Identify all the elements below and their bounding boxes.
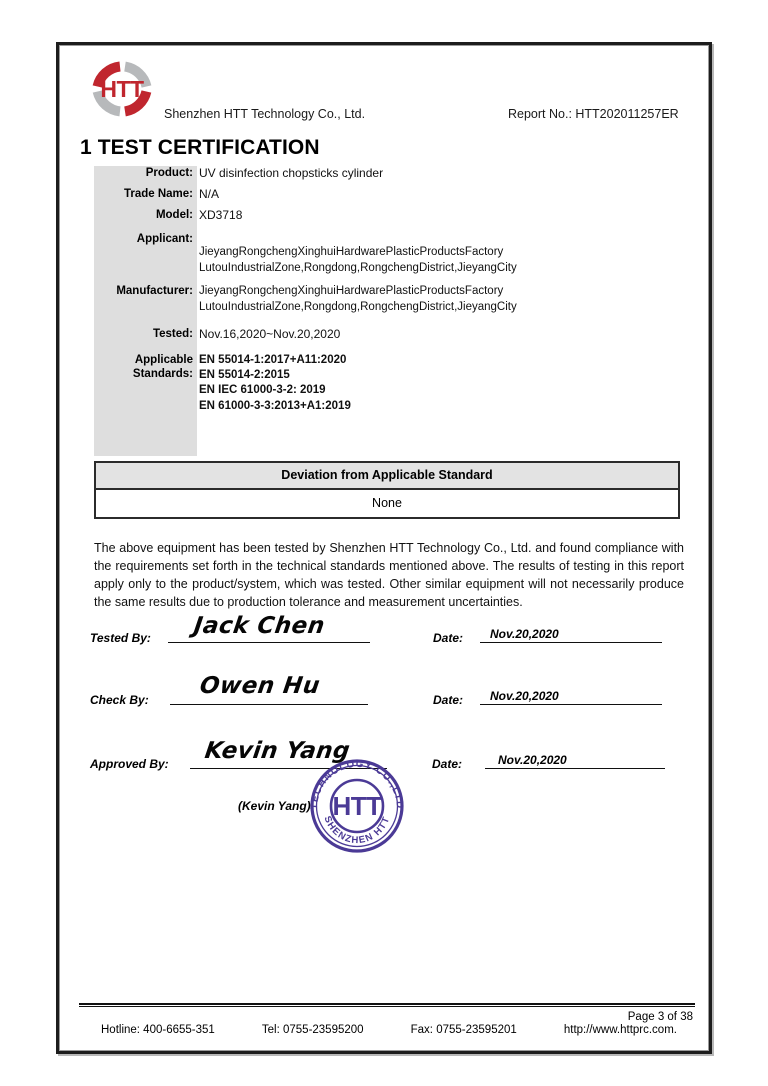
standards-label-line-2: Standards: (132, 368, 193, 381)
tested-by-date-line (480, 642, 662, 643)
standard-item: EN 55014-1:2017+A11:2020 (199, 354, 347, 367)
check-by-signature-line (170, 704, 368, 705)
detail-value-applicant (197, 232, 696, 276)
company-name: Shenzhen HTT Technology Co., Ltd. (164, 107, 366, 121)
detail-label-tested: Tested: (152, 328, 193, 341)
certificate-page (56, 42, 712, 1054)
signature-block (90, 613, 690, 855)
detail-row-tested (78, 327, 696, 342)
footer-tel: Tel: 0755-23595200 (261, 1024, 364, 1036)
detail-value-tested: Nov.16,2020~Nov.20,2020 (199, 327, 341, 342)
deviation-table-header: Deviation from Applicable Standard (96, 463, 678, 490)
detail-label-manufacturer: Manufacturer: (116, 285, 193, 298)
document-footer (79, 1003, 695, 1037)
detail-label-standards (78, 353, 197, 381)
tested-by-date-value: Nov.20,2020 (490, 627, 559, 642)
detail-label-trade-name: Trade Name: (123, 188, 193, 200)
svg-text:TECHNOLOGY CO.,LTD: TECHNOLOGY CO.,LTD (308, 759, 406, 811)
manufacturer-line-2: LutouIndustrialZone,Rongdong,RongchengDistrict,JieyangCity (199, 300, 517, 313)
detail-label-applicant: Applicant: (136, 233, 193, 245)
tested-by-date-label: Date: (433, 631, 464, 646)
detail-value-model: XD3718 (199, 208, 243, 222)
footer-divider-thin (79, 1006, 695, 1007)
footer-website[interactable]: http://www.httprc.com. (563, 1024, 677, 1036)
approved-by-label: Approved By: (90, 757, 169, 772)
detail-label-product: Product: (145, 167, 193, 179)
svg-text:SHENZHEN HTT: SHENZHEN HTT (321, 814, 393, 847)
detail-row-manufacturer (78, 284, 696, 315)
standard-item: EN IEC 61000-3-2: 2019 (199, 384, 326, 397)
compliance-statement: The above equipment has been tested by Shenzhen HTT Technology Co., Ltd. and found compliance with the requirements set forth in the technical standards mentioned above. The results of testing in this report apply only to the product/system, which was tested. Other similar equipment will not necessarily produce the same results due to production tolerance and measurement uncertainties. (94, 540, 684, 610)
page-number: Page 3 of 38 (627, 1011, 693, 1023)
page-inner-border (59, 45, 709, 1051)
document-header (78, 58, 696, 134)
check-by-label: Check By: (90, 693, 149, 708)
tested-by-signature: Jack Chen (192, 613, 327, 640)
detail-value-manufacturer (197, 284, 696, 315)
standard-item: EN 55014-2:2015 (199, 369, 290, 382)
approved-by-signature-line (190, 768, 387, 769)
approved-by-date-line (485, 768, 665, 769)
tested-by-label: Tested By: (90, 631, 151, 646)
standard-item: EN 61000-3-3:2013+A1:2019 (199, 399, 351, 412)
applicant-line-2: LutouIndustrialZone,Rongdong,RongchengDistrict,JieyangCity (199, 261, 517, 274)
footer-divider-thick (79, 1003, 695, 1005)
footer-hotline: Hotline: 400-6655-351 (101, 1024, 215, 1036)
detail-value-product: UV disinfection chopsticks cylinder (199, 166, 384, 180)
manufacturer-line-1: JieyangRongchengXinghuiHardwarePlasticProductsFactory (199, 285, 504, 298)
check-by-date-value: Nov.20,2020 (490, 689, 559, 704)
approved-by-printed-name: (Kevin Yang) (238, 799, 311, 814)
detail-row-trade-name (78, 187, 696, 202)
detail-value-standards (197, 353, 696, 414)
approved-by-date-label: Date: (432, 757, 463, 772)
applicant-line-1: JieyangRongchengXinghuiHardwarePlasticProductsFactory (199, 246, 504, 258)
htt-logo-icon (84, 60, 162, 126)
detail-value-trade-name: N/A (199, 187, 220, 201)
check-by-date-label: Date: (433, 693, 464, 708)
tested-by-signature-line (168, 642, 370, 643)
detail-row-model (78, 208, 696, 223)
check-by-date-line (480, 704, 662, 705)
approved-by-date-value: Nov.20,2020 (498, 753, 567, 768)
htt-logo (84, 60, 162, 126)
footer-contacts (79, 1024, 695, 1036)
page-content (78, 58, 696, 855)
approved-by-signature: Kevin Yang (203, 738, 352, 765)
svg-text:HTT: HTT (100, 76, 144, 102)
svg-text:HTT: HTT (332, 791, 382, 822)
deviation-table (94, 461, 680, 519)
detail-row-standards (78, 353, 696, 414)
standards-label-line-1: Applicable (134, 354, 193, 367)
footer-fax: Fax: 0755-23595201 (410, 1024, 517, 1036)
check-by-signature: Owen Hu (198, 673, 322, 700)
test-details-table (78, 166, 696, 414)
detail-label-model: Model: (155, 209, 193, 221)
page-title: 1 TEST CERTIFICATION (80, 136, 320, 159)
deviation-table-value: None (96, 490, 678, 517)
detail-row-product (78, 166, 696, 181)
detail-row-applicant (78, 232, 696, 276)
report-number: Report No.: HTT202011257ER (508, 107, 679, 121)
